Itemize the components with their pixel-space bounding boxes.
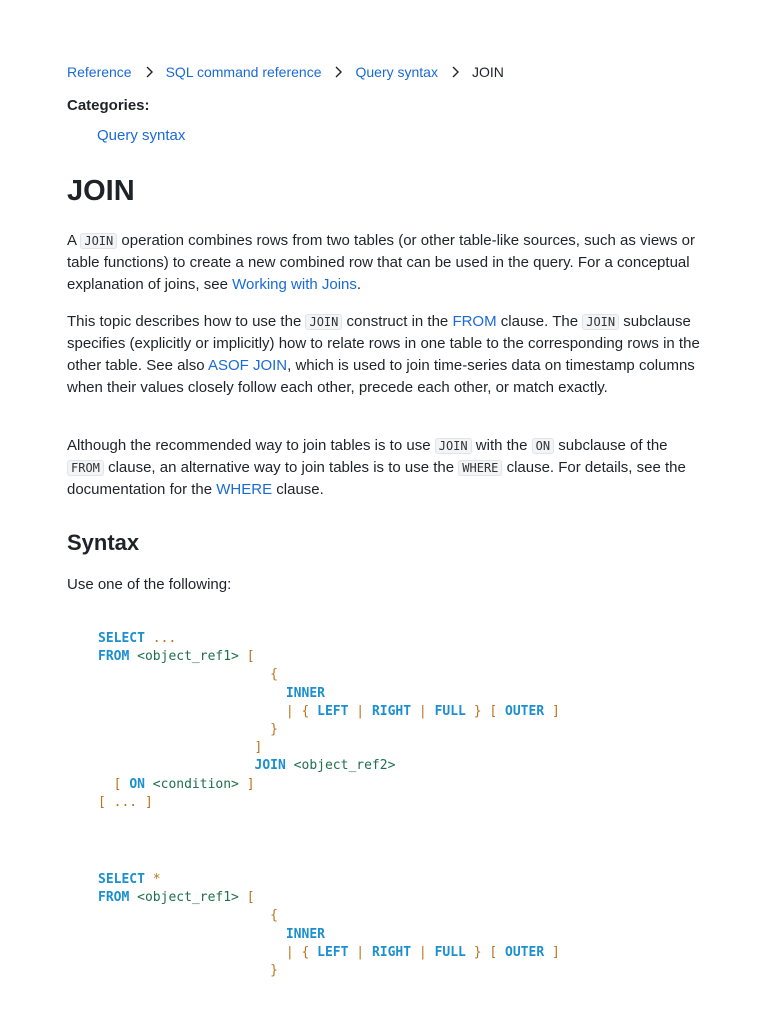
asof-join-link[interactable]: ASOF JOIN — [207, 357, 288, 374]
breadcrumb-link-reference[interactable]: Reference — [67, 64, 132, 80]
code-token: INNER — [98, 685, 325, 701]
code-token: } [ — [465, 703, 506, 719]
text: construct in the — [342, 313, 453, 330]
chevron-right-icon — [138, 66, 160, 78]
code-token: | — [411, 703, 435, 719]
intro-paragraph — [67, 230, 707, 296]
code-token: | — [348, 944, 372, 960]
chevron-right-icon — [327, 66, 349, 78]
text: , which is used to join time-series data on timestamp columns when their values closely follow each other, precede each other, or match exactly. — [67, 357, 695, 396]
text: Although the recommended way to join tables is to use — [67, 437, 435, 454]
code-token: } — [98, 963, 279, 979]
code-token: INNER — [98, 926, 325, 942]
code-token: LEFT — [317, 703, 349, 719]
code-token: OUTER — [505, 944, 545, 960]
code-token: ] — [246, 776, 255, 792]
code-token: RIGHT — [371, 703, 412, 719]
inline-code: JOIN — [305, 314, 342, 330]
text: clause, an alternative way to join tables is to use the — [103, 459, 459, 476]
code-token: | — [411, 944, 435, 960]
code-token: [ — [246, 649, 255, 665]
text: A — [67, 232, 81, 249]
inline-code: JOIN — [582, 314, 619, 330]
code-block-1[interactable] — [98, 630, 560, 812]
inline-code: ON — [532, 438, 554, 454]
code-token: <object_ref2> — [285, 758, 396, 774]
text: subclause of the — [554, 437, 668, 454]
code-token: } — [98, 722, 279, 738]
code-token: [ ... ] — [98, 794, 153, 810]
code-token: OUTER — [505, 703, 545, 719]
text: . — [356, 276, 362, 293]
breadcrumb-link-query-syntax[interactable]: Query syntax — [355, 64, 438, 80]
code-token: } [ — [465, 944, 506, 960]
code-token: | { — [98, 944, 318, 960]
breadcrumb-link-sql-command-reference[interactable]: SQL command reference — [165, 64, 322, 80]
description-paragraph — [67, 311, 707, 399]
code-token: RIGHT — [371, 944, 412, 960]
code-token: ON — [129, 776, 145, 792]
categories-label: Categories: — [67, 97, 150, 114]
code-token: JOIN — [98, 758, 286, 774]
text: operation combines rows from two tables (or other table-like sources, such as views or table functions) to create a new combined row that can be used in the query. For a conceptual explanation of joins, see — [67, 232, 696, 293]
from-link[interactable]: FROM — [452, 313, 497, 330]
code-token: { — [98, 908, 279, 924]
where-link[interactable]: WHERE — [216, 481, 273, 498]
code-token: <condition> — [144, 776, 247, 792]
code-token: [ — [246, 890, 255, 906]
code-token: FULL — [434, 944, 466, 960]
code-token: ] — [544, 944, 560, 960]
breadcrumb — [67, 62, 504, 82]
code-token: LEFT — [317, 944, 349, 960]
text: clause. For details, see the documentation for the — [67, 459, 686, 498]
category-link-query-syntax[interactable]: Query syntax — [97, 127, 186, 144]
alternative-paragraph — [67, 435, 707, 501]
inline-code: WHERE — [458, 460, 502, 476]
syntax-heading: Syntax — [67, 530, 140, 555]
code-token: ... — [144, 631, 177, 646]
chevron-right-icon — [444, 66, 466, 78]
code-token: FROM — [98, 649, 130, 665]
code-token: { — [98, 667, 279, 683]
working-with-joins-link[interactable]: Working with Joins — [232, 276, 357, 293]
code-token: SELECT — [98, 872, 145, 887]
code-token: ] — [98, 740, 263, 756]
text: clause. — [272, 481, 324, 498]
syntax-intro: Use one of the following: — [67, 576, 232, 593]
text: This topic describes how to use the — [67, 313, 306, 330]
code-token: FROM — [98, 890, 130, 906]
inline-code: JOIN — [435, 438, 472, 454]
code-token: SELECT — [98, 631, 145, 646]
code-token: [ — [98, 776, 130, 792]
inline-code: FROM — [67, 460, 104, 476]
text: clause. The — [496, 313, 583, 330]
code-token: | — [348, 703, 372, 719]
page-title: JOIN — [67, 175, 135, 207]
code-token: <object_ref1> — [129, 890, 247, 906]
code-token: <object_ref1> — [129, 649, 247, 665]
breadcrumb-current: JOIN — [471, 64, 504, 80]
code-token: FULL — [434, 703, 466, 719]
text: with the — [471, 437, 532, 454]
code-token: | { — [98, 703, 318, 719]
text: subclause specifies (explicitly or implicitly) how to relate rows in one table to the corresponding rows in the other table. See also — [67, 313, 700, 374]
inline-code: JOIN — [80, 233, 117, 249]
code-block-2[interactable] — [98, 871, 560, 980]
code-token: * — [144, 872, 161, 887]
code-token: ] — [544, 703, 560, 719]
